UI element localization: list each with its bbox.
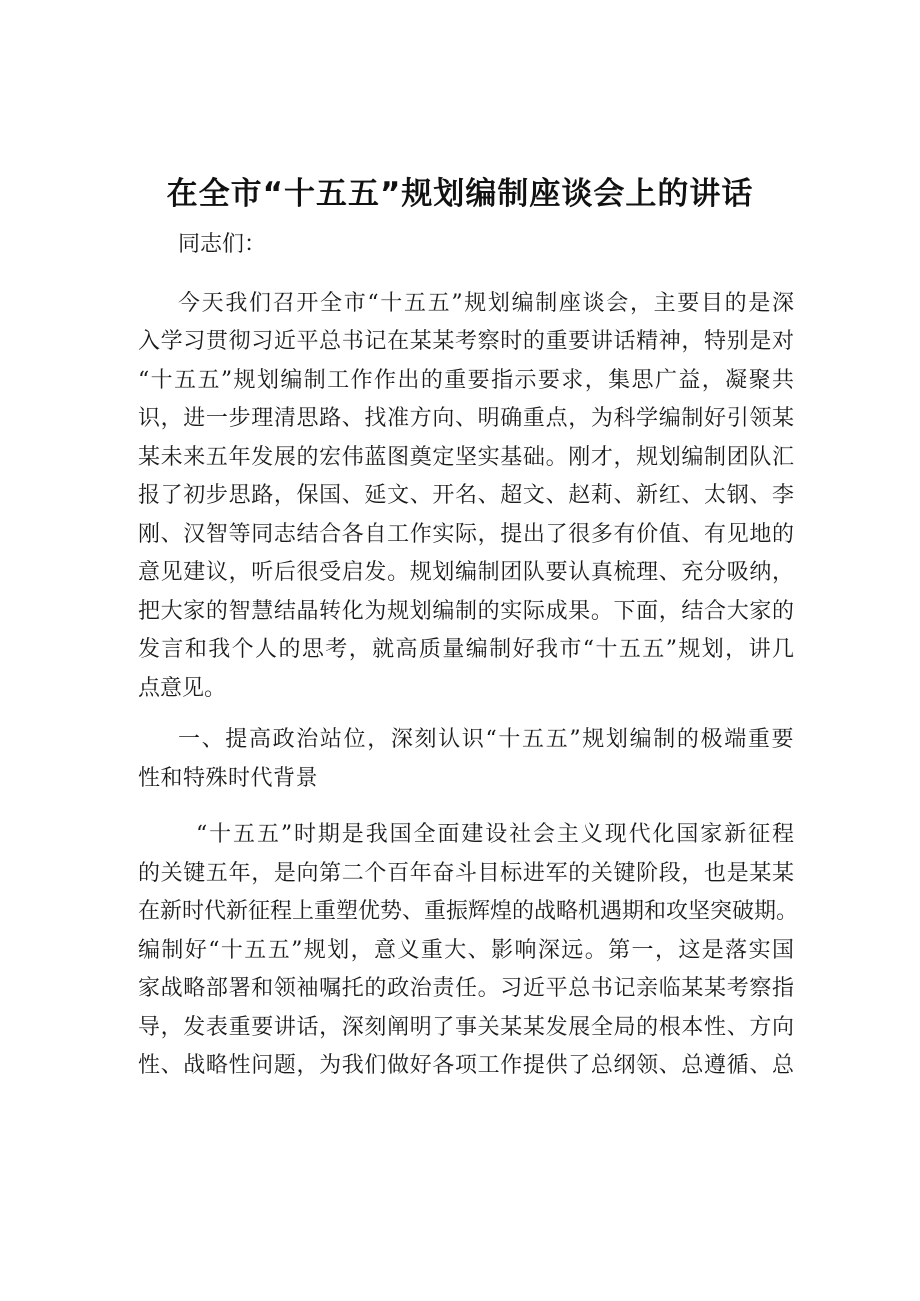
intro-line: 入学习贯彻习近平总书记在某某考察时的重要讲话精神，特别是对 (138, 329, 794, 354)
intro-line: 刚、汉智等同志结合各自工作实际，提出了很多有价值、有见地的 (138, 521, 794, 547)
intro-line: “十五五”规划编制工作作出的重要指示要求，集思广益，凝聚共 (138, 367, 794, 393)
intro-paragraph (138, 285, 794, 709)
section-line: 性、战略性问题，为我们做好各项工作提供了总纲领、总遵循、总 (138, 1053, 794, 1078)
intro-line: 意见建议，听后很受启发。规划编制团队要认真梳理、充分吸纳， (138, 560, 794, 585)
section-1-paragraph (138, 816, 799, 1086)
document-title: 在全市“十五五”规划编制座谈会上的讲话 (166, 176, 754, 212)
section-line: “十五五”时期是我国全面建设社会主义现代化国家新征程 (196, 822, 794, 847)
section-1-heading (138, 721, 794, 798)
section-heading-line: 性和特殊时代背景 (138, 765, 319, 791)
section-line: 在新时代新征程上重塑优势、重振辉煌的战略机遇期和攻坚突破期。 (138, 899, 799, 924)
intro-line: 识，进一步理清思路、找准方向、明确重点，为科学编制好引领某 (138, 406, 794, 431)
section-line: 家战略部署和领袖嘱托的政治责任。习近平总书记亲临某某考察指 (138, 976, 794, 1001)
section-line: 导，发表重要讲话，深刻阐明了事关某某发展全局的根本性、方向 (138, 1014, 794, 1040)
document-body (138, 226, 799, 1086)
intro-line: 今天我们召开全市“十五五”规划编制座谈会，主要目的是深 (178, 290, 794, 316)
section-heading-line: 一、提高政治站位，深刻认识“十五五”规划编制的极端重要 (178, 727, 794, 752)
intro-line: 把大家的智慧结晶转化为规划编制的实际成果。下面，结合大家的 (138, 598, 794, 624)
intro-line: 报了初步思路，保国、延文、开名、超文、赵莉、新红、太钢、李 (138, 483, 794, 508)
section-line: 的关键五年，是向第二个百年奋斗目标进军的关键阶段，也是某某 (138, 860, 794, 886)
intro-line: 某未来五年发展的宏伟蓝图奠定坚实基础。刚才，规划编制团队汇 (138, 444, 794, 470)
section-line: 编制好“十五五”规划，意义重大、影响深远。第一，这是落实国 (138, 937, 794, 963)
greeting: 同志们： (178, 232, 267, 257)
intro-line: 点意见。 (138, 675, 227, 701)
intro-line: 发言和我个人的思考，就高质量编制好我市“十五五”规划，讲几 (138, 637, 794, 662)
